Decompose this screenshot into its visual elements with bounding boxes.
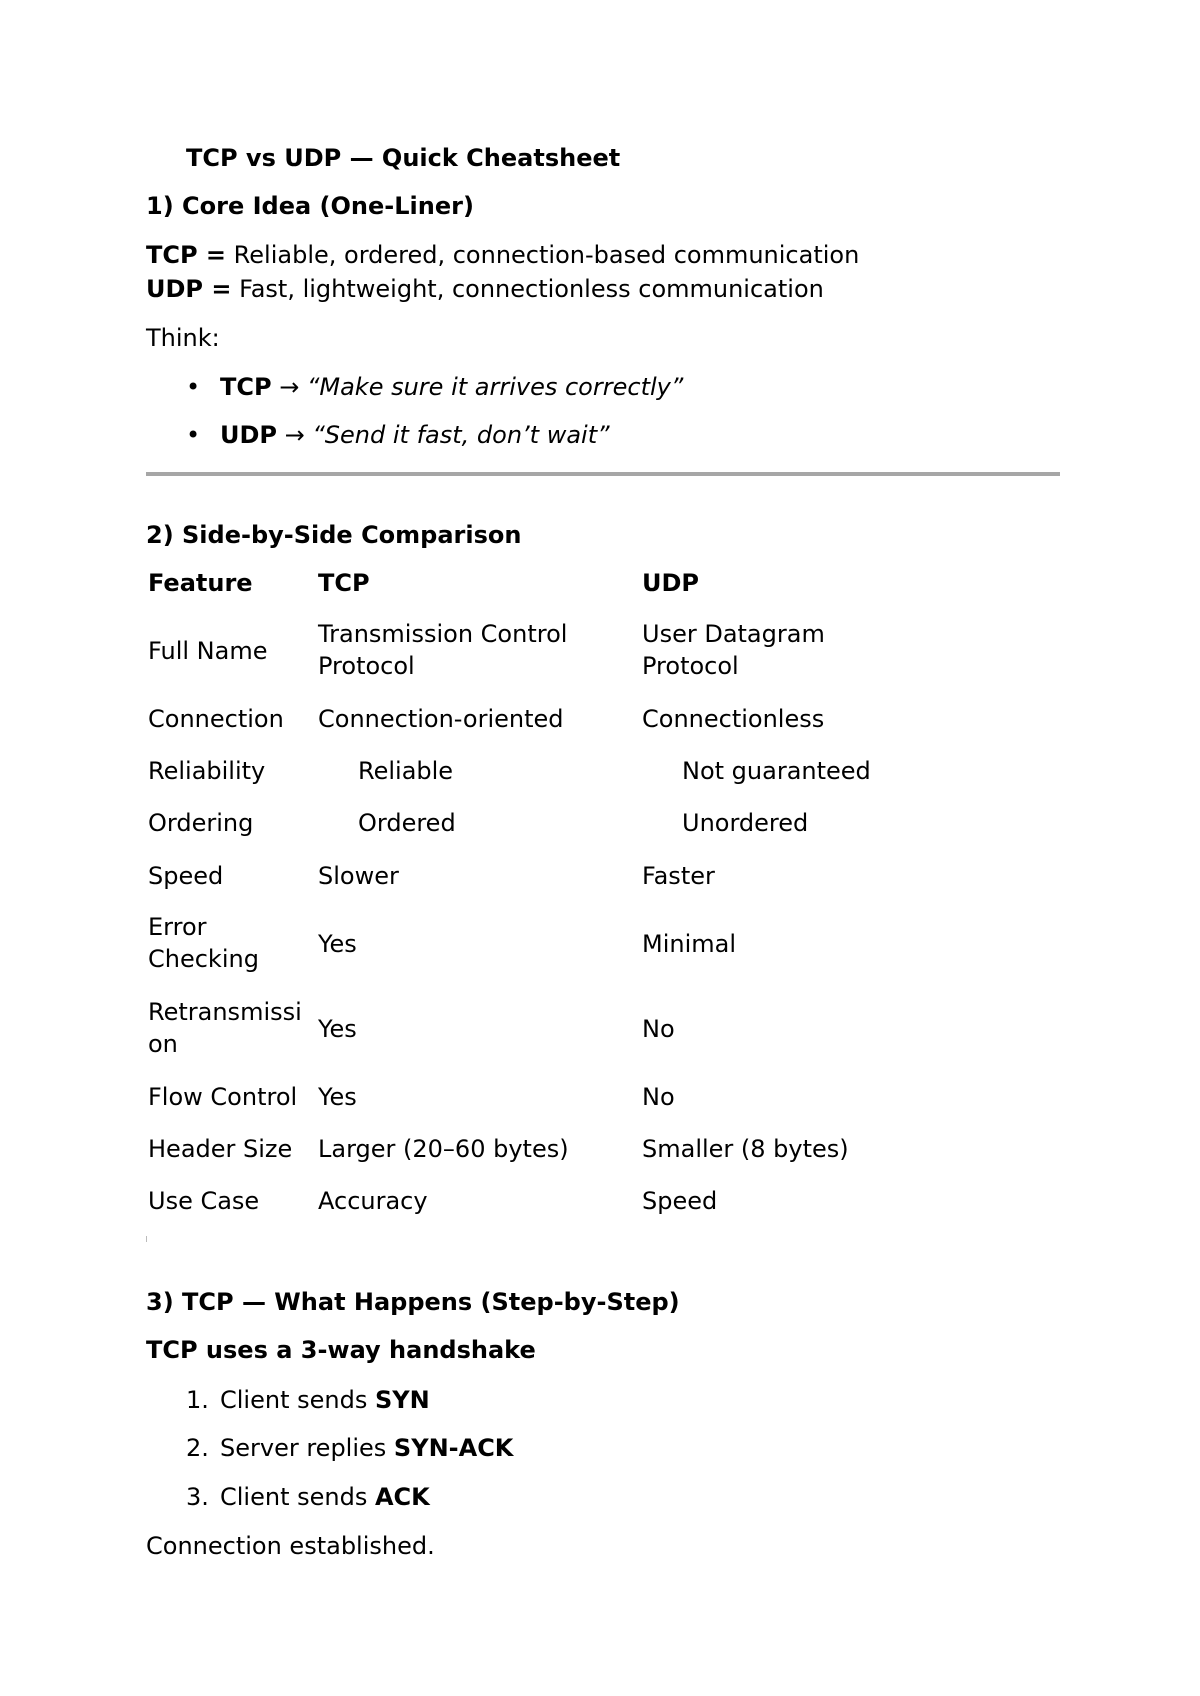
udp-label: UDP = [146,275,232,303]
table-cell-udp: Minimal [642,930,737,958]
bullet-quote: “Make sure it arrives correctly” [306,373,684,401]
table-header-udp: UDP [642,569,699,597]
section-3-subheading: TCP uses a 3-way handshake [146,1336,536,1364]
table-cell-tcp: Yes [318,1015,357,1043]
table-cell-udp: User Datagram Protocol [642,620,825,680]
table-end-mark [146,1236,147,1242]
step-number: 1. [186,1386,209,1414]
bullet-quote: “Send it fast, don’t wait” [312,421,610,449]
table-cell-feature: Header Size [148,1135,293,1163]
think-bullet-udp [186,421,610,449]
table-cell-udp: Speed [642,1187,718,1215]
think-label: Think: [146,324,220,352]
table-cell-feature: Use Case [148,1187,260,1215]
handshake-step [186,1483,430,1511]
udp-definition [146,275,824,303]
table-cell-feature: Reliability [148,757,266,785]
table-cell-tcp: Slower [318,862,399,890]
table-cell-tcp: Larger (20–60 bytes) [318,1135,569,1163]
table-cell-tcp: Yes [318,1083,357,1111]
table-cell-feature: Error Checking [148,913,259,973]
document-page [146,0,1066,1696]
horizontal-divider [146,472,1060,476]
table-cell-tcp: Reliable [358,757,454,785]
section-1-heading: 1) Core Idea (One-Liner) [146,192,474,220]
table-cell-udp: Smaller (8 bytes) [642,1135,849,1163]
handshake-step [186,1434,513,1462]
arrow-right-icon: → [271,373,307,401]
step-bold: ACK [374,1483,430,1511]
handshake-step [186,1386,430,1414]
table-cell-tcp: Ordered [358,809,456,837]
table-cell-tcp: Connection-oriented [318,705,564,733]
table-cell-feature: Speed [148,862,224,890]
document-title: TCP vs UDP — Quick Cheatsheet [186,144,621,172]
section-2-heading: 2) Side-by-Side Comparison [146,521,522,549]
step-text: Server replies [220,1434,394,1462]
table-cell-udp: Unordered [682,809,809,837]
step-number: 3. [186,1483,209,1511]
connection-established: Connection established. [146,1532,435,1560]
step-number: 2. [186,1434,209,1462]
step-bold: SYN-ACK [393,1434,514,1462]
table-cell-feature: Flow Control [148,1083,298,1111]
table-cell-udp: No [642,1015,675,1043]
section-3-heading: 3) TCP — What Happens (Step-by-Step) [146,1288,680,1316]
bullet-label: UDP [220,421,277,449]
bullet-dot-icon: • [186,421,201,449]
table-cell-udp: Connectionless [642,705,825,733]
bullet-label: TCP [220,373,272,401]
table-cell-feature: Connection [148,705,284,733]
udp-definition-text: Fast, lightweight, connectionless communication [231,275,824,303]
tcp-definition [146,241,859,269]
table-cell-feature: Full Name [148,637,268,665]
table-cell-udp: Not guaranteed [682,757,871,785]
tcp-definition-text: Reliable, ordered, connection-based communication [226,241,860,269]
arrow-right-icon: → [277,421,313,449]
table-cell-udp: Faster [642,862,715,890]
think-bullet-tcp [186,373,683,401]
table-header-tcp: TCP [318,569,370,597]
bullet-dot-icon: • [186,373,201,401]
step-text: Client sends [220,1483,375,1511]
table-cell-tcp: Transmission Control Protocol [318,620,568,680]
table-cell-feature: Ordering [148,809,254,837]
table-cell-tcp: Accuracy [318,1187,428,1215]
table-cell-feature: Retransmissi on [148,998,302,1058]
table-cell-tcp: Yes [318,930,357,958]
step-text: Client sends [220,1386,375,1414]
table-header-feature: Feature [148,569,253,597]
tcp-label: TCP = [146,241,227,269]
step-bold: SYN [374,1386,430,1414]
table-cell-udp: No [642,1083,675,1111]
